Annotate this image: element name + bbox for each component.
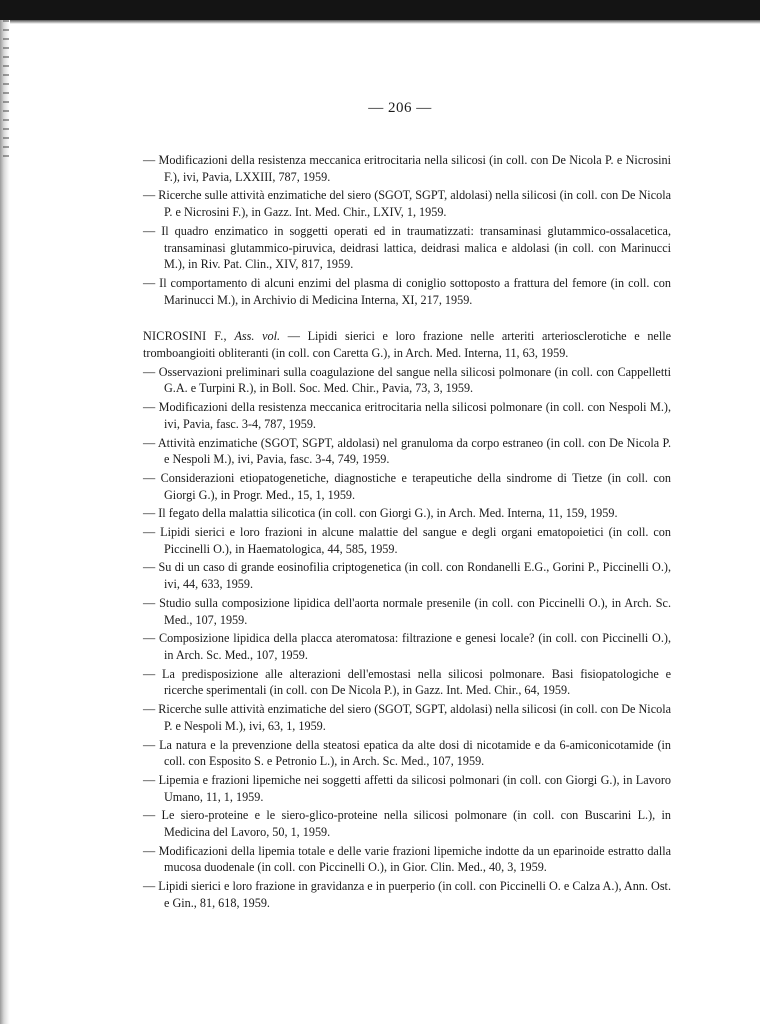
- bibliography-entry: — Modificazioni della lipemia totale e delle varie frazioni lipemiche indotte da un eparinoide estratto dalla mucosa duodenale (in coll. con Piccinelli O.), in Gior. Clin. Med., 40, 3, 1959.: [143, 843, 671, 875]
- author-heading-entry: [143, 328, 671, 361]
- bibliography-entry: — Composizione lipidica della placca ateromatosa: filtrazione e genesi locale? (in coll. con Piccinelli O.), in Arch. Sc. Med., 107, 1959.: [143, 631, 671, 662]
- bibliography-section-nicrosini: [143, 328, 671, 911]
- bibliography-entry: — Il fegato della malattia silicotica (in coll. con Giorgi G.), in Arch. Med. Interna, 11, 159, 1959.: [143, 506, 618, 521]
- bibliography-entry: — Su di un caso di grande eosinofilia criptogenetica (in coll. con Rondanelli E.G., Gorini P., Piccinelli O.), ivi, 44, 633, 1959.: [143, 560, 671, 592]
- bibliography-entry: — La natura e la prevenzione della steatosi epatica da alte dosi di nicotamide e da 6-amiconicotamide (in coll. con Esposito S. e Petronio L.), in Arch. Sc. Med., 107, 1959.: [143, 737, 671, 769]
- bibliography-entry: — Osservazioni preliminari sulla coagulazione del sangue nella silicosi polmonare (in coll. con Cappelletti G.A. e Turpini R.), in Boll. Soc. Med. Chir., Pavia, 73, 3, 1959.: [143, 364, 671, 396]
- bibliography-entry: — Lipemia e frazioni lipemiche nei soggetti affetti da silicosi polmonari (in coll. con Giorgi G.), in Lavoro Umano, 11, 1, 1959.: [143, 772, 671, 804]
- page-number: — 206 —: [368, 100, 432, 116]
- author-name: NICROSINI F.,: [143, 329, 227, 344]
- bibliography-entry: — Attività enzimatiche (SGOT, SGPT, aldolasi) nel granuloma da corpo estraneo (in coll. con De Nicola P. e Nespoli M.), ivi, Pavia, fasc. 3-4, 749, 1959.: [143, 435, 671, 467]
- author-role: Ass. vol.: [234, 329, 281, 344]
- bibliography: [143, 152, 671, 912]
- bibliography-entry: — Considerazioni etiopatogenetiche, diagnostiche e terapeutiche della sindrome di Tietze (in coll. con Giorgi G.), in Progr. Med., 15, 1, 1959.: [143, 470, 671, 502]
- scan-top-border: [0, 0, 760, 20]
- bibliography-entry: — Modificazioni della resistenza meccanica eritrocitaria nella silicosi polmonare (in coll. con Nespoli M.), ivi, Pavia, fasc. 3-4, 787, 1959.: [143, 400, 671, 431]
- bibliography-entry: — Lipidi sierici e loro frazione in gravidanza e in puerperio (in coll. con Piccinelli O. e Calza A.), Ann. Ost. e Gin., 81, 618, 1959.: [143, 879, 671, 910]
- bibliography-entry: — Modificazioni della resistenza meccanica eritrocitaria nella silicosi (in coll. con De Nicola P. e Nicrosini F.), ivi, Pavia, LXXIII, 787, 1959.: [143, 153, 671, 184]
- bibliography-entry: — La predisposizione alle alterazioni dell'emostasi nella silicosi polmonare. Basi fisiopatologiche e ricerche sperimentali (in coll. con De Nicola P.), in Gazz. Int. Med. Chir., 64, 1959.: [143, 666, 671, 698]
- bibliography-entry: — Il quadro enzimatico in soggetti operati ed in traumatizzati: transaminasi glutammico-ossalacetica, transaminasi glutammico-piruvica, deidrasi lattica, deidrasi malica e aldolasi (in coll. con Marinucci M.), in Riv. Pat. Clin., XIV, 817, 1959.: [143, 223, 671, 272]
- bibliography-entry: — Ricerche sulle attività enzimatiche del siero (SGOT, SGPT, aldolasi) nella silicosi (in coll. con De Nicola P. e Nicrosini F.), in Gazz. Int. Med. Chir., LXIV, 1, 1959.: [143, 188, 671, 220]
- bibliography-entry: — Lipidi sierici e loro frazione nelle arteriti arteriosclerotiche e nelle tromboangioiti obliteranti (in coll. con Caretta G.), in Arch. Med. Interna, 11, 63, 1959.: [143, 329, 672, 361]
- bibliography-entry: — Studio sulla composizione lipidica dell'aorta normale presenile (in coll. con Piccinelli O.), in Arch. Sc. Med., 107, 1959.: [143, 595, 671, 627]
- bibliography-section-continued: [143, 152, 671, 308]
- bibliography-entry: — Le siero-proteine e le siero-glico-proteine nella silicosi polmonare (in coll. con Buscarini L.), in Medicina del Lavoro, 50, 1, 1959.: [143, 808, 671, 840]
- scan-left-edge: [0, 20, 10, 1024]
- bibliography-entry: — Lipidi sierici e loro frazioni in alcune malattie del sangue e degli organi ematopoietici (in coll. con Piccinelli O.), in Haematologica, 44, 585, 1959.: [143, 525, 671, 556]
- bibliography-entry: — Ricerche sulle attività enzimatiche del siero (SGOT, SGPT, aldolasi) nella silicosi (in coll. con De Nicola P. e Nespoli M.), ivi, 63, 1, 1959.: [143, 702, 671, 733]
- bibliography-entry: — Il comportamento di alcuni enzimi del plasma di coniglio sottoposto a frattura del femore (in coll. con Marinucci M.), in Archivio di Medicina Interna, XI, 217, 1959.: [143, 275, 671, 307]
